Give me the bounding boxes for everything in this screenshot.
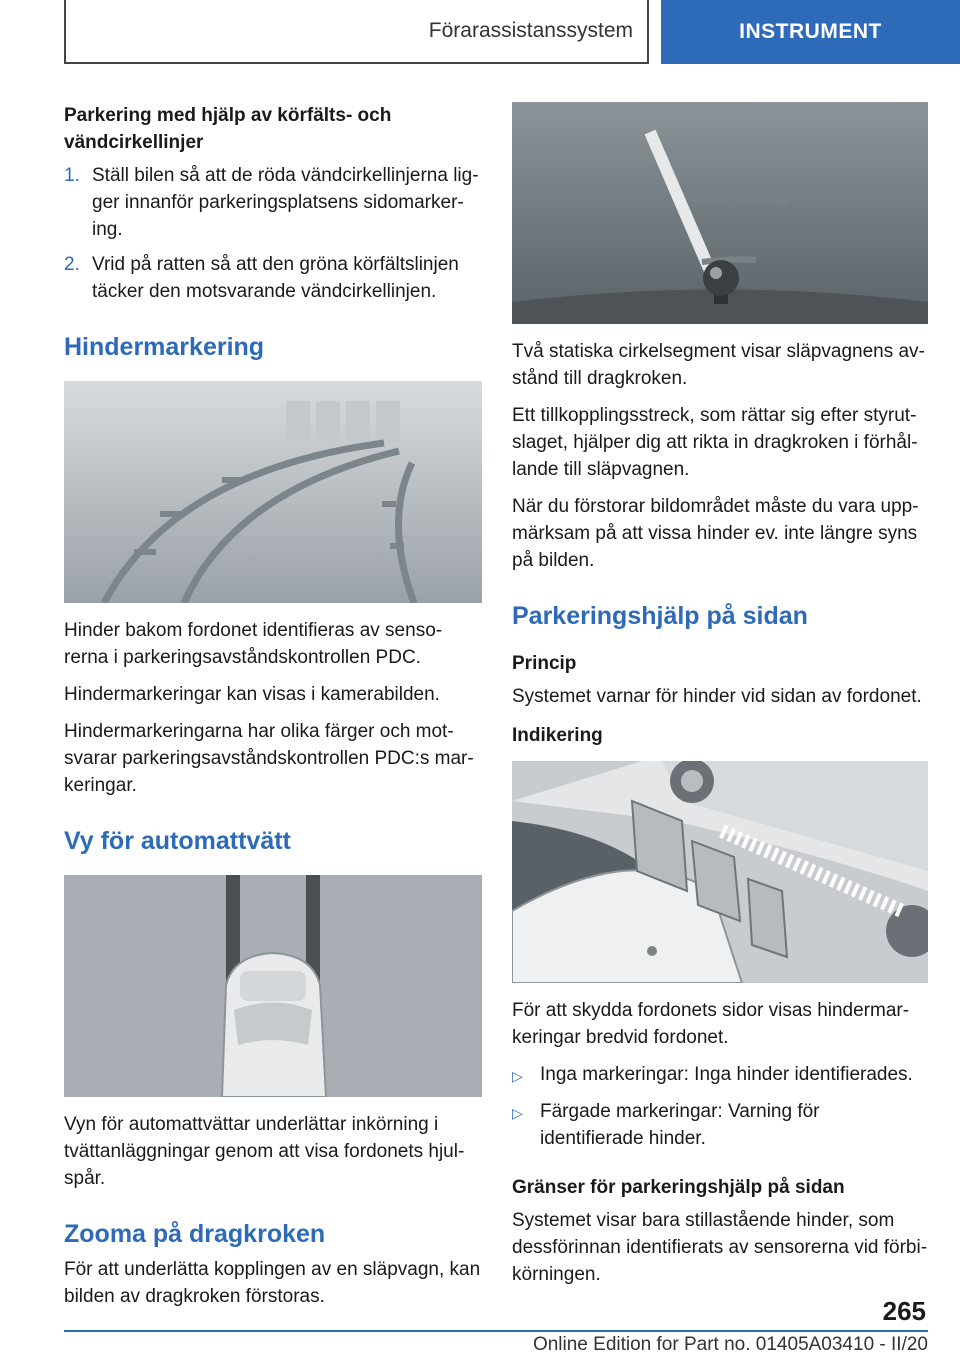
header-section-tab: [64, 0, 649, 64]
step-item: [64, 251, 482, 305]
hitch-paragraph-3: När du förstorar bildområdet måste du vara upp- märksam på att vissa hinder ev. inte längre syns på bilden.: [512, 496, 919, 571]
left-column: [64, 102, 482, 1320]
step-number: 2.: [64, 254, 80, 275]
obstacle-paragraph-3: Hindermarkeringarna har olika färger och mot- svarar parkeringsavståndskontrollen PDC:s mar- keringar.: [64, 721, 474, 796]
hitch-paragraph-2: Ett tillkopplingsstreck, som rättar sig efter styrut- slaget, hjälper dig att rikta in dragkroken i förhål- lande till släpvagnen.: [512, 405, 918, 480]
step-text: Vrid på ratten så att den gröna körfältslinjen täcker den motsvarande vändcirkellinjen.: [92, 254, 459, 302]
indication-paragraph-1: För att skydda fordonets sidor visas hindermar- keringar bredvid fordonet.: [512, 1000, 910, 1048]
steps-list: [64, 162, 482, 305]
limits-paragraph-1: Systemet visar bara stillastående hinder, som dessförinnan identifierats av sensorerna vid förbi- körningen.: [512, 1210, 928, 1285]
step-text: Ställ bilen så att de röda vändcirkellinjerna lig- ger innanför parkeringsplatsens sidomarker- ing.: [92, 165, 479, 240]
header-section-title: Förarassistanssystem: [428, 19, 633, 42]
step-item: [64, 162, 482, 243]
header-chapter-tab: [661, 0, 960, 64]
heading-zoom-hitch: Zooma på dragkroken: [64, 1220, 326, 1248]
bullet-text: Färgade markeringar: Varning för identifierade hinder.: [540, 1101, 820, 1149]
heading-principle: Princip: [512, 653, 577, 674]
footer-divider: [64, 1330, 928, 1332]
principle-paragraph-1: Systemet varnar för hinder vid sidan av fordonet.: [512, 686, 922, 707]
wash-paragraph-1: Vyn för automattvättar underlättar inkörning i tvättanläggningar genom att visa fordonets hjul- spår.: [64, 1114, 465, 1189]
step-number: 1.: [64, 165, 80, 186]
hitch-paragraph-1: Två statiska cirkelsegment visar släpvagnens av- stånd till dragkroken.: [512, 341, 925, 389]
zoom-paragraph-1: För att underlätta kopplingen av en släpvagn, kan bilden av dragkroken förstoras.: [64, 1259, 481, 1307]
heading-indication: Indikering: [512, 725, 603, 746]
triangle-bullet-icon: ▷: [512, 1105, 523, 1121]
footer-edition: Online Edition for Part no. 01405A03410 - II/20: [532, 1334, 928, 1355]
bullet-item: [512, 1098, 928, 1152]
right-column: [512, 102, 928, 1298]
obstacle-paragraph-2: Hindermarkeringar kan visas i kamerabilden.: [64, 684, 440, 705]
figure-obstacle-marking: [64, 381, 482, 603]
heading-lane-lines: Parkering med hjälp av körfälts- och vändcirkellinjer: [64, 105, 392, 153]
heading-obstacle-marking: Hindermarkering: [64, 333, 265, 361]
obstacle-paragraph-1: Hinder bakom fordonet identifieras av senso- rerna i parkeringsavståndskontrollen PDC.: [64, 620, 443, 668]
header-chapter-title: INSTRUMENT: [739, 20, 882, 43]
page-number: 265: [882, 1296, 926, 1326]
figure-car-wash-view: [64, 875, 482, 1097]
bullet-text: Inga markeringar: Inga hinder identifierades.: [540, 1064, 913, 1085]
figure-side-parking-indication: [512, 761, 928, 983]
triangle-bullet-icon: ▷: [512, 1068, 523, 1084]
bullet-item: [512, 1061, 928, 1090]
figure-tow-hitch-zoom: [512, 102, 928, 324]
heading-side-parking-limits: Gränser för parkeringshjälp på sidan: [512, 1177, 845, 1198]
indication-bullets: [512, 1061, 928, 1152]
heading-car-wash-view: Vy för automattvätt: [64, 827, 291, 855]
heading-side-parking-assist: Parkeringshjälp på sidan: [512, 602, 808, 630]
